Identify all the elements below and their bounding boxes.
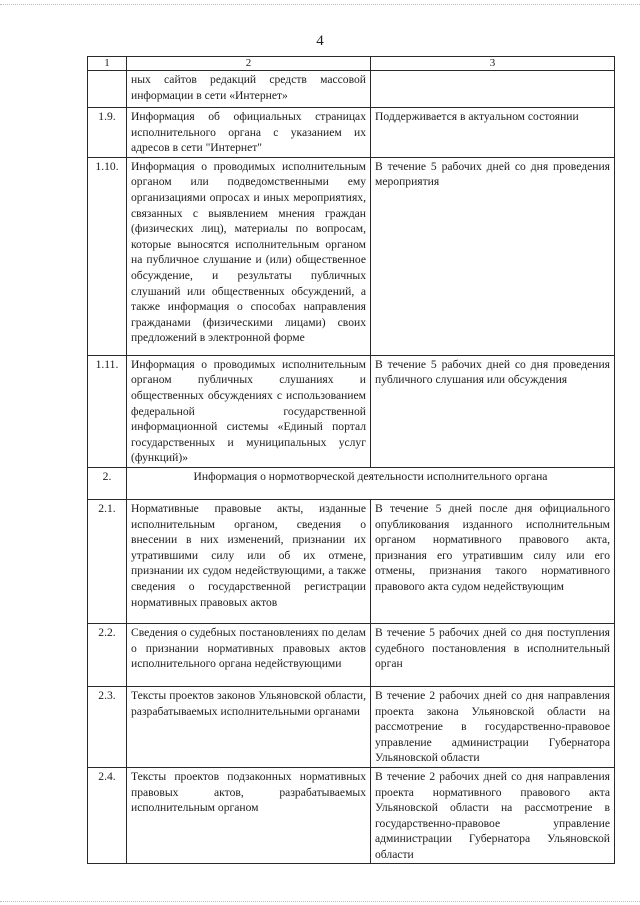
row-information: Сведения о судебных постановлениях по делам о признании нормативных правовых актов исполнительного органа недействующими <box>127 623 371 686</box>
row-deadline: В течение 5 дней после дня официального опубликования изданного исполнительным органом нормативного правового акта, признания его утратившим силу или его отмены, признания такого нормативного правового акта судом недействующим <box>371 499 615 623</box>
table-row <box>88 767 615 864</box>
row-information: ных сайтов редакций средств массовой информации в сети «Интернет» <box>127 71 371 108</box>
row-deadline: В течение 5 рабочих дней со дня проведения публичного слушания или обсуждения <box>371 355 615 467</box>
row-number: 2.1. <box>88 499 127 623</box>
row-number: 1.9. <box>88 108 127 158</box>
row-number: 2.3. <box>88 686 127 767</box>
header-col-1: 1 <box>88 57 127 71</box>
header-col-3: 3 <box>371 57 615 71</box>
table-row <box>88 71 615 108</box>
row-information: Нормативные правовые акты, изданные исполнительным органом, сведения о внесении в них изменений, признании их утратившими силу или об их отмене, признании их судом недействующими, а также сведения о государственной регистрации нормативных правовых актов <box>127 499 371 623</box>
row-number: 1.11. <box>88 355 127 467</box>
row-deadline <box>371 71 615 108</box>
row-number: 2.2. <box>88 623 127 686</box>
disclosure-table <box>87 56 615 864</box>
header-col-2: 2 <box>127 57 371 71</box>
table-row <box>88 499 615 623</box>
table-row <box>88 108 615 158</box>
row-information: Тексты проектов подзаконных нормативных правовых актов, разрабатываемых исполнительным органом <box>127 767 371 864</box>
table-header-row <box>88 57 615 71</box>
row-information: Информация о проводимых исполнительным органом или подведомственными ему организациями опросах и иных мероприятиях, связанных с выявлением мнения граждан (физических лиц), материалы по вопросам, которые выносятся исполнительным органом на публичное слушание и (или) общественное обсуждение, и результаты публичных слушаний или общественных обсуждений, а также информация о способах направления гражданами (физическими лицами) своих предложений в электронной форме <box>127 157 371 355</box>
page-number: 4 <box>316 33 324 49</box>
section-number: 2. <box>88 467 127 499</box>
row-information: Информация об официальных страницах исполнительного органа с указанием их адресов в сети "Интернет" <box>127 108 371 158</box>
section-title: Информация о нормотворческой деятельности исполнительного органа <box>127 467 615 499</box>
row-number <box>88 71 127 108</box>
table-row <box>88 355 615 467</box>
scan-edge-bottom <box>0 901 640 902</box>
row-deadline: В течение 2 рабочих дней со дня направления проекта закона Ульяновской области на рассмотрение в государственно-правовое управление администрации Губернатора Ульяновской области <box>371 686 615 767</box>
row-deadline: В течение 5 рабочих дней со дня поступления судебного постановления в исполнительный орган <box>371 623 615 686</box>
row-deadline: В течение 2 рабочих дней со дня направления проекта нормативного правового акта Ульяновской области на рассмотрение в государственно-правовое управление администрации Губернатора Ульяновской области <box>371 767 615 864</box>
table-row <box>88 686 615 767</box>
row-number: 2.4. <box>88 767 127 864</box>
table-row <box>88 623 615 686</box>
row-information: Информация о проводимых исполнительным органом публичных слушаниях и общественных обсуждениях с использованием федеральной государственной информационной системы «Единый портал государственных и муниципальных услуг (функций)» <box>127 355 371 467</box>
row-number: 1.10. <box>88 157 127 355</box>
table-row <box>88 157 615 355</box>
section-row <box>88 467 615 499</box>
scan-edge-top <box>0 4 640 5</box>
row-deadline: Поддерживается в актуальном состоянии <box>371 108 615 158</box>
row-information: Тексты проектов законов Ульяновской области, разрабатываемых исполнительными органами <box>127 686 371 767</box>
row-deadline: В течение 5 рабочих дней со дня проведения мероприятия <box>371 157 615 355</box>
